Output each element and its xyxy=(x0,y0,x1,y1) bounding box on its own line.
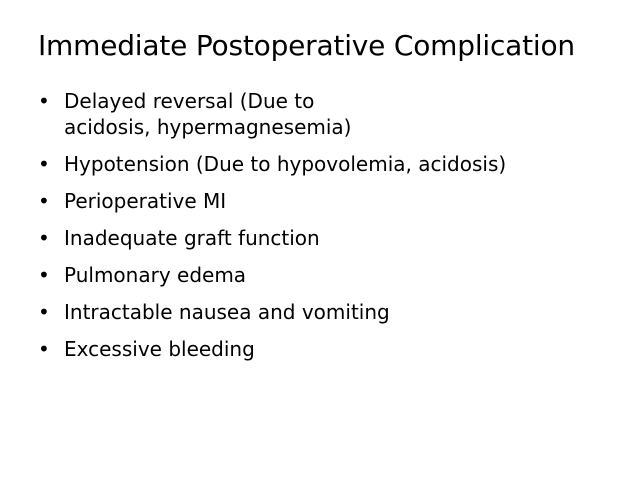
bullet-item xyxy=(38,262,618,288)
bullet-text: Pulmonary edema xyxy=(64,263,247,287)
bullet-dot-icon: • xyxy=(38,263,50,287)
bullet-item xyxy=(38,336,618,362)
slide-title: Immediate Postoperative Complication xyxy=(38,29,575,62)
bullet-item xyxy=(38,88,618,140)
bullet-list xyxy=(38,88,618,373)
bullet-text: Excessive bleeding xyxy=(64,337,255,361)
bullet-dot-icon: • xyxy=(38,226,50,250)
bullet-item xyxy=(38,225,618,251)
bullet-text: Intractable nausea and vomiting xyxy=(64,300,390,324)
bullet-item xyxy=(38,188,618,214)
bullet-dot-icon: • xyxy=(38,189,50,213)
bullet-text: Inadequate graft function xyxy=(64,226,320,250)
bullet-dot-icon: • xyxy=(38,337,50,361)
bullet-text: Perioperative MI xyxy=(64,189,227,213)
bullet-text: Hypotension (Due to hypovolemia, acidosis) xyxy=(64,152,507,176)
bullet-dot-icon: • xyxy=(38,152,50,176)
bullet-dot-icon: • xyxy=(38,89,50,113)
bullet-dot-icon: • xyxy=(38,300,50,324)
bullet-item xyxy=(38,151,618,177)
bullet-item xyxy=(38,299,618,325)
bullet-text: Delayed reversal (Due to acidosis, hypermagnesemia) xyxy=(64,89,352,139)
